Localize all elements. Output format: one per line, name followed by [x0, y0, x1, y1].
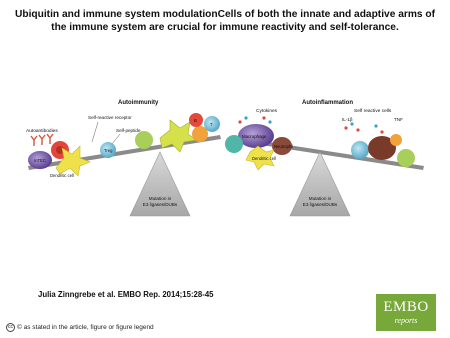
macrophage-label: Macrophage	[242, 134, 267, 139]
left-panel-autoimmunity	[26, 100, 221, 216]
license-footer	[6, 323, 154, 332]
tnf-label: TNF	[394, 117, 403, 122]
b-cell-label: B	[194, 118, 197, 123]
embo-reports-logo	[376, 294, 436, 331]
il1b-label: IL-1β	[342, 117, 353, 122]
t-cell-green	[135, 131, 153, 149]
self-reactive-cell-blue	[351, 141, 369, 159]
left-fulcrum-label-line2: E3 ligases/DUBs	[142, 202, 178, 207]
logo-line1: EMBO	[383, 299, 429, 315]
self-reactive-cells-label: Self reactive cells	[354, 109, 392, 114]
autoimmunity-heading: Autoimmunity	[118, 100, 159, 106]
neutrophil-label: Neutrophil	[274, 144, 294, 149]
autoinflammation-heading: Autoinflammation	[302, 100, 353, 106]
page-title: Ubiquitin and immune system modulationCells of both the innate and adaptive arms of the immune system are crucial for immune reactivity and self-tolerance.	[15, 9, 435, 33]
self-reactive-cell-orange	[390, 134, 402, 146]
license-text: © as stated in the article, figure or figure legend	[17, 324, 154, 331]
right-fulcrum-label-line2: E3 ligases/DUBs	[302, 202, 338, 207]
cytokines-label: Cytokines	[256, 109, 278, 114]
self-reactive-cell-green	[397, 149, 415, 167]
right-panel-autoinflammation	[225, 100, 424, 216]
citation: Julia Zinngrebe et al. EMBO Rep. 2014;15:28-45	[38, 290, 214, 299]
right-fulcrum-label-line1: Mutation in	[308, 196, 332, 201]
left-fulcrum-label-line1: Mutation in	[148, 196, 172, 201]
innate-cell-teal	[225, 135, 243, 153]
treg-label: Treg	[104, 148, 113, 153]
self-peptide-label: Self-peptide	[116, 128, 141, 133]
dendritic-cell-label-left: Dendritic cell	[50, 173, 74, 178]
dendritic-cell-label-right: Dendritic cell	[252, 156, 276, 161]
autoantibodies-label: Autoantibodies	[26, 129, 58, 134]
autoimmunity-autoinflammation-diagram	[20, 88, 430, 248]
logo-line2: reports	[394, 316, 418, 325]
autoantibody-icons	[31, 134, 53, 146]
creative-commons-icon: cc	[8, 324, 13, 330]
t-cell-label: T	[210, 122, 213, 127]
mtec-label: mTEC	[34, 158, 46, 163]
self-reactive-receptor-label: Self-reactive receptor	[88, 115, 132, 120]
